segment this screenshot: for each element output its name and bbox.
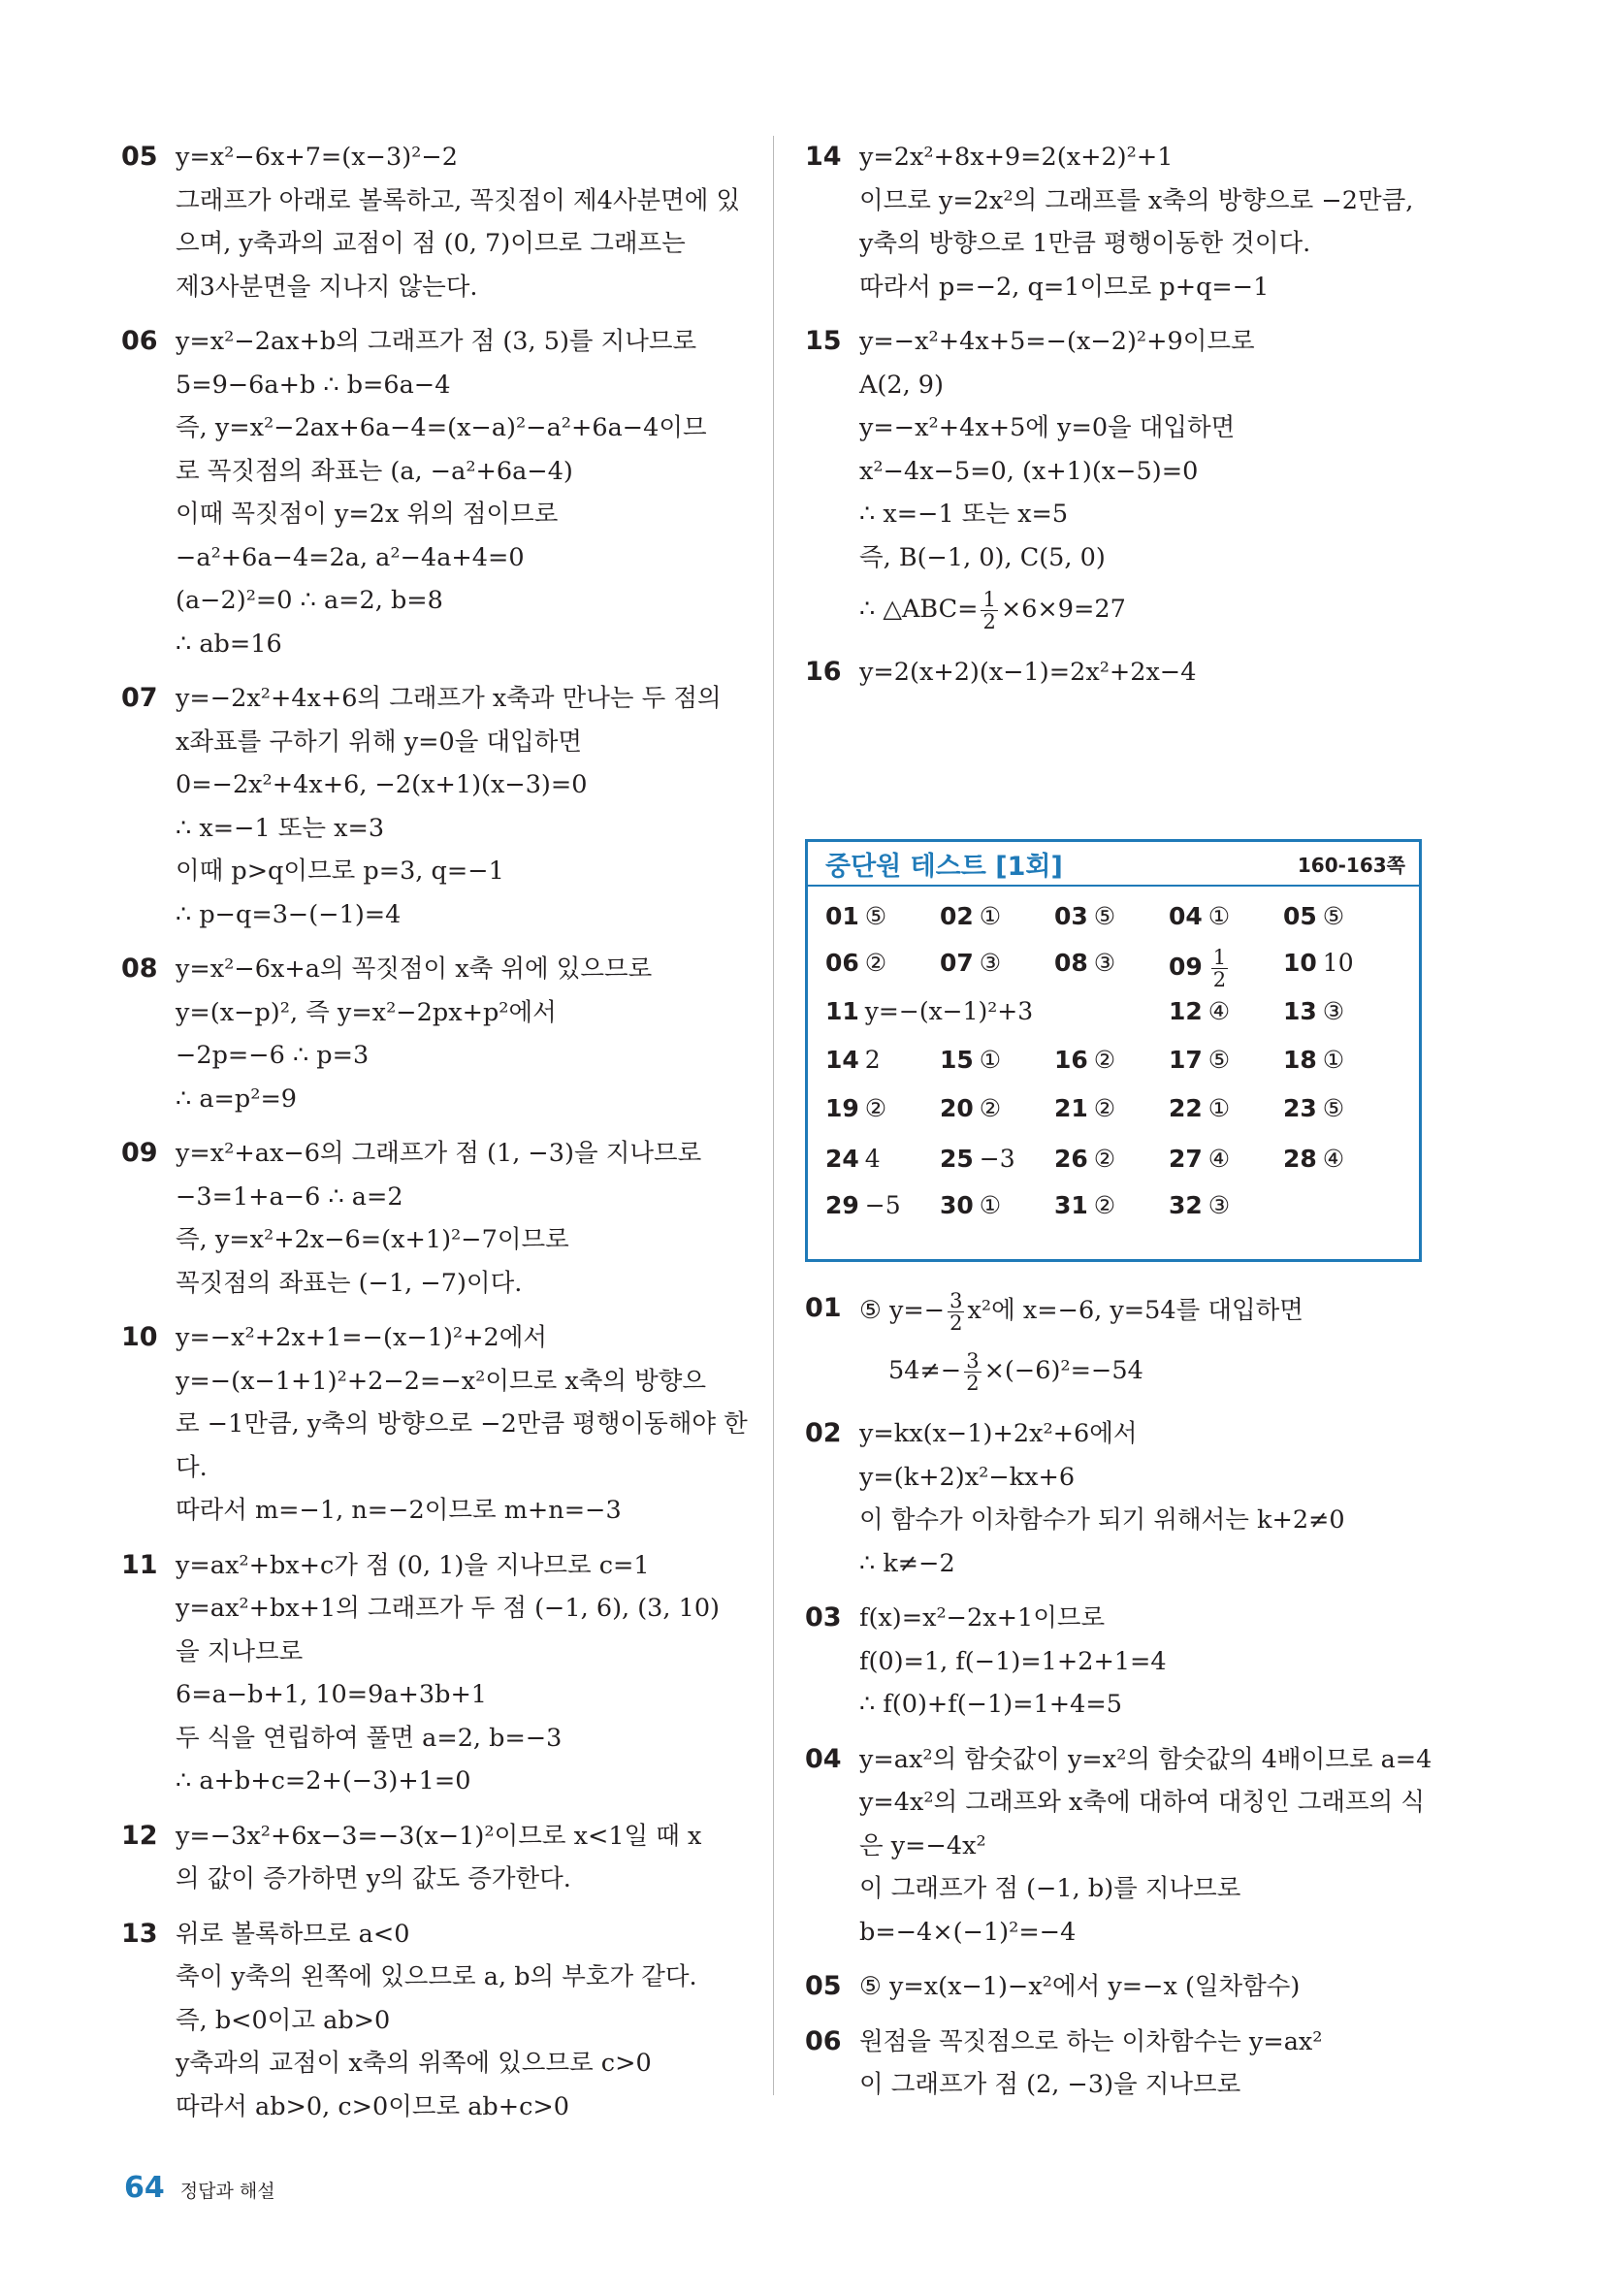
- solution-line: 의 값이 증가하면 y의 값도 증가한다.: [176, 1864, 571, 1893]
- answer-number: 06: [825, 949, 859, 977]
- problem-number: 12: [121, 1820, 158, 1851]
- answer-number: 08: [1054, 949, 1088, 977]
- answer-value: ①: [1207, 1094, 1231, 1122]
- solution-text: ×(−6)²=−54: [983, 1356, 1143, 1385]
- solution-line: ∴ k≠−2: [859, 1548, 955, 1578]
- solution-line: [859, 1341, 1435, 1401]
- solution-line: 이 그래프가 점 (2, −3)을 지나므로: [859, 2070, 1241, 2099]
- answer-item-05: [1283, 900, 1344, 933]
- problem-06: [121, 320, 742, 665]
- fraction-denominator: 2: [1212, 968, 1227, 991]
- answer-value: −3: [979, 1145, 1015, 1173]
- answer-item-29: [825, 1189, 901, 1222]
- problem-number: 04: [805, 1743, 842, 1774]
- problem-10: [121, 1316, 748, 1533]
- problem-number: 07: [121, 683, 158, 713]
- problem-05: [121, 136, 742, 308]
- answer-item-12: [1169, 995, 1230, 1028]
- solution-line: −a²+6a−4=2a, a²−4a+4=0: [176, 542, 525, 572]
- solution-line: ∴ x=−1 또는 x=5: [859, 500, 1069, 529]
- answer-number: 23: [1283, 1094, 1317, 1122]
- answer-number: 31: [1054, 1191, 1088, 1219]
- answer-item-11: [825, 995, 1033, 1028]
- problem-body: [859, 1738, 1435, 1955]
- solution-line: 위로 볼록하므로 a<0: [176, 1919, 410, 1949]
- solution-line: 제3사분면을 지나지 않는다.: [176, 272, 478, 302]
- problem-body: [176, 677, 742, 936]
- solution-line: 을 지나므로: [176, 1636, 304, 1666]
- answer-number: 02: [940, 902, 974, 930]
- answer-number: 30: [940, 1191, 974, 1219]
- test-box-header: [808, 842, 1419, 887]
- area-suffix: ×6×9=27: [1000, 595, 1126, 624]
- right-top-solutions: [805, 136, 1435, 695]
- answer-item-23: [1283, 1092, 1344, 1125]
- solution-line: −2p=−6 ∴ p=3: [176, 1041, 370, 1070]
- solution-text: x²에 x=−6, y=54를 대입하면: [967, 1296, 1303, 1325]
- problem-body: [176, 1815, 742, 1901]
- answer-value: ②: [864, 949, 887, 977]
- solution-line: 로 꼭짓점의 좌표는 (a, −a²+6a−4): [176, 456, 573, 486]
- answer-number: 07: [940, 949, 974, 977]
- answer-number: 17: [1169, 1046, 1203, 1074]
- problem-body: [176, 1316, 748, 1533]
- solution-line: y=4x²의 그래프와 x축에 대하여 대칭인 그래프의 식: [859, 1788, 1426, 1817]
- answer-value: ①: [1322, 1046, 1345, 1074]
- problem-13: [121, 1913, 742, 2129]
- problem-12: [121, 1815, 742, 1901]
- answer-number: 03: [1054, 902, 1088, 930]
- solution-line: 따라서 p=−2, q=1이므로 p+q=−1: [859, 272, 1270, 302]
- problem-body: [859, 1597, 1435, 1727]
- answer-value: ①: [1207, 902, 1231, 930]
- answer-item-28: [1283, 1143, 1344, 1176]
- problem-body: [859, 1965, 1435, 2009]
- answer-item-02: [940, 900, 1001, 933]
- answer-value: ④: [1207, 997, 1231, 1025]
- answer-value: ⑤: [1322, 902, 1345, 930]
- problem-14: [805, 136, 1435, 308]
- answer-value: ②: [1093, 1145, 1116, 1173]
- problem-number: 13: [121, 1918, 158, 1949]
- answer-item-17: [1169, 1044, 1230, 1077]
- answer-item-22: [1169, 1092, 1230, 1125]
- solution-line: 즉, y=x²−2ax+6a−4=(x−a)²−a²+6a−4이므: [176, 413, 707, 442]
- answer-number: 14: [825, 1046, 859, 1074]
- answer-item-31: [1054, 1189, 1115, 1222]
- solution-line: x좌표를 구하기 위해 y=0을 대입하면: [176, 727, 583, 757]
- solution-line: A(2, 9): [859, 370, 944, 400]
- answer-number: 32: [1169, 1191, 1203, 1219]
- solution-line: y=ax²+bx+1의 그래프가 두 점 (−1, 6), (3, 10): [176, 1594, 721, 1623]
- solution-line: −3=1+a−6 ∴ a=2: [176, 1181, 403, 1212]
- problem-body: [176, 1913, 742, 2129]
- problem-16: [805, 651, 1435, 695]
- solution-line: f(0)=1, f(−1)=1+2+1=4: [859, 1646, 1167, 1676]
- test-problem-03: [805, 1597, 1435, 1727]
- solution-line: 따라서 m=−1, n=−2이므로 m+n=−3: [176, 1496, 622, 1525]
- solution-line: y=−x²+4x+5에 y=0을 대입하면: [859, 413, 1236, 442]
- answer-value: 10: [1322, 949, 1354, 977]
- solution-line: y=ax²+bx+c가 점 (0, 1)을 지나므로 c=1: [176, 1550, 650, 1580]
- fraction-numerator: 3: [949, 1288, 963, 1312]
- answer-value: ③: [1093, 949, 1116, 977]
- answer-item-07: [940, 947, 1001, 980]
- fraction-denominator: 2: [966, 1371, 980, 1395]
- solution-line: 6=a−b+1, 10=9a+3b+1: [176, 1680, 488, 1709]
- problem-15: [805, 320, 1435, 639]
- answer-number: 18: [1283, 1046, 1317, 1074]
- right-bottom-list: [805, 1412, 1435, 2107]
- problem-number: 16: [805, 657, 842, 687]
- problem-body: [859, 1412, 1435, 1585]
- answer-number: 04: [1169, 902, 1203, 930]
- answer-value: ④: [1322, 1145, 1345, 1173]
- solution-line: ∴ f(0)+f(−1)=1+4=5: [859, 1690, 1122, 1719]
- answer-item-08: [1054, 947, 1115, 980]
- solution-line: ∴ a+b+c=2+(−3)+1=0: [176, 1766, 471, 1795]
- answer-item-10: [1283, 947, 1354, 980]
- fraction-denominator: 2: [982, 609, 996, 633]
- answer-value: ③: [1207, 1191, 1231, 1219]
- solution-line: f(x)=x²−2x+1이므로: [859, 1603, 1106, 1633]
- solution-line: y=−3x²+6x−3=−3(x−1)²이므로 x<1일 때 x: [176, 1821, 702, 1851]
- problem-body: [176, 948, 742, 1120]
- answer-value: ①: [979, 1046, 1002, 1074]
- solution-line: 5=9−6a+b ∴ b=6a−4: [176, 370, 451, 400]
- answer-number: 12: [1169, 997, 1203, 1025]
- problem-number: 10: [121, 1322, 158, 1352]
- problem-number: 14: [805, 142, 842, 172]
- solution-line: 축이 y축의 왼쪽에 있으므로 a, b의 부호가 같다.: [176, 1962, 697, 1991]
- solution-line: b=−4×(−1)²=−4: [859, 1917, 1077, 1947]
- fraction: [981, 589, 997, 632]
- solution-line: ⑤ y=x(x−1)−x²에서 y=−x (일차함수): [859, 1972, 1301, 2001]
- problem-body: [176, 136, 742, 308]
- area-prefix: ∴ △ABC=: [859, 595, 979, 624]
- solution-line: x²−4x−5=0, (x+1)(x−5)=0: [859, 456, 1199, 486]
- problem-number: 05: [805, 1971, 842, 2001]
- answer-value: y=−(x−1)²+3: [864, 997, 1034, 1025]
- problem-number: 09: [121, 1138, 158, 1168]
- fraction-denominator: 2: [949, 1310, 963, 1335]
- solution-line: y=x²−6x+a의 꼭짓점이 x축 위에 있으므로: [176, 954, 653, 984]
- answer-value: ③: [1322, 997, 1345, 1025]
- problem-11: [121, 1544, 742, 1803]
- problem-body: [859, 2021, 1435, 2107]
- footer-label: 정답과 해설: [179, 2181, 275, 2202]
- answer-number: 01: [825, 902, 859, 930]
- solution-line: y=kx(x−1)+2x²+6에서: [859, 1419, 1138, 1448]
- answer-number: 20: [940, 1094, 974, 1122]
- unit-test-answer-box: [805, 839, 1422, 1262]
- solution-line: 이므로 y=2x²의 그래프를 x축의 방향으로 −2만큼,: [859, 185, 1414, 215]
- answer-number: 19: [825, 1094, 859, 1122]
- answer-value: ②: [1093, 1094, 1116, 1122]
- solution-line: [859, 1280, 1435, 1341]
- answer-fraction: [1211, 947, 1228, 990]
- answer-value: −5: [864, 1191, 901, 1219]
- problem-body: [176, 1544, 742, 1803]
- answer-number: 09: [1169, 953, 1203, 981]
- answer-item-09: [1169, 947, 1231, 990]
- answer-item-21: [1054, 1092, 1115, 1125]
- answer-value: ③: [979, 949, 1002, 977]
- problem-08: [121, 948, 742, 1120]
- answer-value: 4: [864, 1145, 881, 1173]
- answer-item-04: [1169, 900, 1230, 933]
- problem-07: [121, 677, 742, 936]
- solution-line: y=2x²+8x+9=2(x+2)²+1: [859, 143, 1174, 172]
- answer-number: 10: [1283, 949, 1317, 977]
- solution-line: 로 −1만큼, y축의 방향으로 −2만큼 평행이동해야 한: [176, 1409, 748, 1439]
- fraction: [964, 1350, 981, 1394]
- problem-body: [176, 1132, 742, 1305]
- problem-number: 11: [121, 1549, 158, 1580]
- answer-value: ②: [1093, 1191, 1116, 1219]
- answer-item-18: [1283, 1044, 1344, 1077]
- answer-value: ⑤: [1207, 1046, 1231, 1074]
- problem-number: 03: [805, 1602, 842, 1633]
- problem-number: 15: [805, 326, 842, 356]
- solution-line: y=x²−2ax+b의 그래프가 점 (3, 5)를 지나므로: [176, 327, 697, 356]
- solution-line: ∴ ab=16: [176, 629, 282, 659]
- answer-value: ②: [979, 1094, 1002, 1122]
- problem-09: [121, 1132, 742, 1305]
- answer-number: 29: [825, 1191, 859, 1219]
- answers-grid: [808, 887, 1419, 1255]
- solution-line: 두 식을 연립하여 풀면 a=2, b=−3: [176, 1723, 563, 1753]
- solution-line: 다.: [176, 1452, 208, 1482]
- solution-line: (a−2)²=0 ∴ a=2, b=8: [176, 586, 443, 615]
- answer-number: 21: [1054, 1094, 1088, 1122]
- test-box-title: 중단원 테스트 [1회]: [825, 851, 1063, 882]
- solution-line: 은 y=−4x²: [859, 1830, 986, 1860]
- problem-body: [176, 320, 742, 665]
- problem-number: 05: [121, 142, 158, 172]
- solution-line: 이때 꼭짓점이 y=2x 위의 점이므로: [176, 500, 559, 529]
- answer-number: 26: [1054, 1145, 1088, 1173]
- fraction-numerator: 3: [966, 1348, 980, 1373]
- answer-number: 25: [940, 1145, 974, 1173]
- fraction: [948, 1290, 964, 1334]
- solution-line: 꼭짓점의 좌표는 (−1, −7)이다.: [176, 1268, 523, 1298]
- solution-line: 이 그래프가 점 (−1, b)를 지나므로: [859, 1874, 1241, 1903]
- answer-item-30: [940, 1189, 1001, 1222]
- solution-line: 즉, y=x²+2x−6=(x+1)²−7이므로: [176, 1225, 569, 1254]
- solution-line: y=−2x²+4x+6의 그래프가 x축과 만나는 두 점의: [176, 684, 722, 713]
- answer-value: ②: [864, 1094, 887, 1122]
- answer-value: ⑤: [1322, 1094, 1345, 1122]
- solution-line: 즉, B(−1, 0), C(5, 0): [859, 542, 1106, 572]
- answer-item-26: [1054, 1143, 1115, 1176]
- page-number: 64: [124, 2171, 165, 2205]
- answer-item-13: [1283, 995, 1344, 1028]
- test-box-pages: 160-163쪽: [1297, 853, 1405, 877]
- solution-line: 0=−2x²+4x+6, −2(x+1)(x−3)=0: [176, 770, 588, 799]
- solution-line: ∴ a=p²=9: [176, 1083, 298, 1114]
- solution-line: y=x²+ax−6의 그래프가 점 (1, −3)을 지나므로: [176, 1139, 702, 1168]
- solution-line: y축과의 교점이 x축의 위쪽에 있으므로 c>0: [176, 2049, 652, 2078]
- answer-item-24: [825, 1143, 881, 1176]
- answer-number: 13: [1283, 997, 1317, 1025]
- solution-line: 따라서 ab>0, c>0이므로 ab+c>0: [176, 2091, 569, 2121]
- solution-line: y=(k+2)x²−kx+6: [859, 1462, 1076, 1492]
- fraction-numerator: 1: [1212, 946, 1227, 969]
- test-problem-05: [805, 1965, 1435, 2009]
- test-problem-04: [805, 1738, 1435, 1955]
- answer-item-32: [1169, 1189, 1230, 1222]
- solution-line: y=2(x+2)(x−1)=2x²+2x−4: [859, 658, 1197, 687]
- answer-number: 24: [825, 1145, 859, 1173]
- solution-line: ∴ x=−1 또는 x=3: [176, 813, 385, 843]
- answer-item-19: [825, 1092, 886, 1125]
- solution-line: y=ax²의 함숫값이 y=x²의 함숫값의 4배이므로 a=4: [859, 1744, 1432, 1774]
- solution-line: 이때 p>q이므로 p=3, q=−1: [176, 857, 504, 886]
- solution-line: y=(x−p)², 즉 y=x²−2px+p²에서: [176, 997, 557, 1027]
- answer-item-03: [1054, 900, 1115, 933]
- solution-line: y=−(x−1+1)²+2−2=−x²이므로 x축의 방향으: [176, 1366, 706, 1396]
- answer-item-06: [825, 947, 886, 980]
- solution-line: 그래프가 아래로 볼록하고, 꼭짓점이 제4사분면에 있: [176, 185, 741, 215]
- answer-number: 11: [825, 997, 859, 1025]
- problem-number: 06: [121, 326, 158, 356]
- fraction-numerator: 1: [982, 587, 996, 611]
- column-divider: [773, 136, 774, 2095]
- answer-value: ⑤: [1093, 902, 1116, 930]
- problem-number: 08: [121, 954, 158, 984]
- solution-line: 이 함수가 이차함수가 되기 위해서는 k+2≠0: [859, 1505, 1345, 1535]
- right-bottom-solutions: [805, 1280, 1435, 2118]
- answer-value: ②: [1093, 1046, 1116, 1074]
- answer-value: 2: [864, 1046, 881, 1074]
- answer-item-16: [1054, 1044, 1115, 1077]
- solution-line-area: [859, 579, 1435, 639]
- answer-number: 22: [1169, 1094, 1203, 1122]
- solution-line: y축의 방향으로 1만큼 평행이동한 것이다.: [859, 229, 1311, 258]
- answer-number: 16: [1054, 1046, 1088, 1074]
- left-column: [121, 136, 748, 2140]
- solution-line: y=−x²+2x+1=−(x−1)²+2에서: [176, 1323, 547, 1352]
- page-footer: [124, 2171, 275, 2205]
- solution-line: ∴ p−q=3−(−1)=4: [176, 899, 402, 929]
- solution-text: ⑤ y=−: [859, 1296, 946, 1325]
- answer-item-01: [825, 900, 886, 933]
- answer-item-20: [940, 1092, 1001, 1125]
- solution-line: 으며, y축과의 교점이 점 (0, 7)이므로 그래프는: [176, 229, 686, 258]
- answer-number: 05: [1283, 902, 1317, 930]
- answer-item-14: [825, 1044, 881, 1077]
- problem-number: 02: [805, 1418, 842, 1448]
- solution-line: 즉, b<0이고 ab>0: [176, 2005, 391, 2035]
- problem-number: 06: [805, 2025, 842, 2056]
- answer-item-27: [1169, 1143, 1230, 1176]
- answer-number: 15: [940, 1046, 974, 1074]
- solution-line: y=−x²+4x+5=−(x−2)²+9이므로: [859, 327, 1255, 356]
- solution-line: y=x²−6x+7=(x−3)²−2: [176, 143, 458, 172]
- answer-item-15: [940, 1044, 1001, 1077]
- test-problem-06: [805, 2021, 1435, 2107]
- solution-text: 54≠−: [888, 1356, 962, 1385]
- answer-item-25: [940, 1143, 1015, 1176]
- answer-value: ①: [979, 1191, 1002, 1219]
- answer-number: 27: [1169, 1145, 1203, 1173]
- test-problem-01: [805, 1280, 1435, 1401]
- answer-number: 28: [1283, 1145, 1317, 1173]
- answer-value: ①: [979, 902, 1002, 930]
- test-problem-02: [805, 1412, 1435, 1585]
- answer-value: ④: [1207, 1145, 1231, 1173]
- answer-value: ⑤: [864, 902, 887, 930]
- solution-line: 원점을 꼭짓점으로 하는 이차함수는 y=ax²: [859, 2026, 1323, 2056]
- problem-number: 01: [805, 1293, 842, 1323]
